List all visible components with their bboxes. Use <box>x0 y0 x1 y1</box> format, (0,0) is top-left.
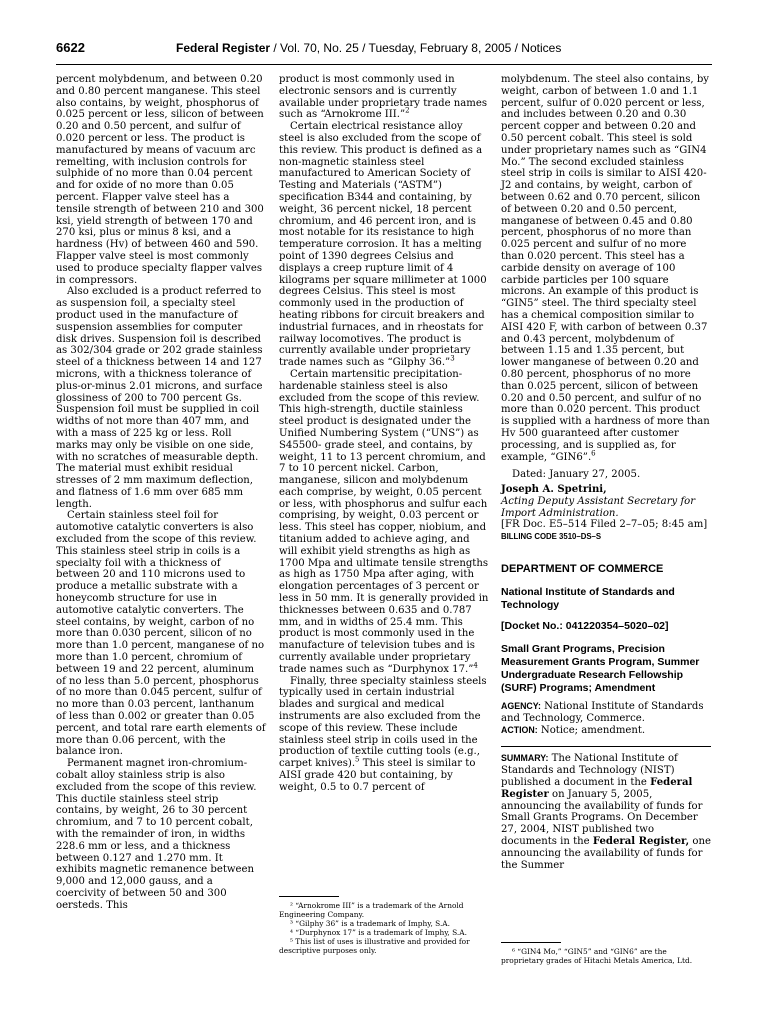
text-run: Finally, three specialty stainless steels typically used in certain industrial blades and surgical and medical instruments are also excluded from the scope of this review. These include stainless steel strip in coils used in the production of textile cutting tools (e.g., carpet knives). <box>279 675 487 770</box>
text-run: molybdenum. The steel also contains, by weight, carbon of between 1.0 and 1.1 percent, sulfur of 0.020 percent or less, and includes between 0.20 and 0.30 percent copper and between 0.20 and 0.50 percent cobalt. This steel is sold under proprietary names such as “GIN4 Mo.” The second excluded stainless steel strip in coils is similar to AISI 420-J2 and contains, by weight, carbon of between 0.62 and 0.70 percent, silicon of between 0.20 and 0.50 percent, manganese of between 0.45 and 0.80 percent, phosphorus of no more than 0.025 percent and sulfur of no more than 0.020 percent. This steel has a carbide density on average of 100 carbide particles per 100 square microns. An example of this product is “GIN5” steel. The third specialty steel has a chemical composition similar to AISI 420 F, with carbon of between 0.37 and 0.43 percent, molybdenum of between 1.15 and 1.35 percent, but lower manganese of between 0.20 and 0.80 percent, phosphorus of no more than 0.025 percent, silicon of between 0.20 and 0.50 percent, and sulfur of no more than 0.020 percent. This product is supplied with a hardness of more than Hv 500 guaranteed after customer processing, and is supplied as, for example, “GIN6”. <box>501 74 710 463</box>
text-run: Certain electrical resistance alloy steel is also excluded from the scope of this review. This product is defined as a non-magnetic stainless steel manufactured to American Society of Testing and Materials (“ASTM”) specification B344 and containing, by weight, 36 percent nickel, 18 percent chromium, and 46 percent iron, and is most notable for its resistance to high temperature corrosion. It has a melting point of 1390 degrees Celsius and displays a creep rupture limit of 4 kilograms per square millimeter at 1000 degrees Celsius. This steel is most commonly used in the production of heating ribbons for circuit breakers and industrial furnaces, and in rheostats for railway locomotives. The product is currently available under proprietary trade names such as “Gilphy 36.” <box>279 121 487 369</box>
footnote-ref: 5 <box>355 755 360 764</box>
footnote-ref: 4 <box>473 661 478 670</box>
action-text: Notice; amendment. <box>537 724 646 736</box>
column-3 <box>501 74 711 965</box>
action-line <box>501 725 711 737</box>
paragraph <box>501 74 711 463</box>
footnote: ⁴ “Durphynox 17” is a trademark of Imphy, S.A. <box>290 928 467 937</box>
paragraph: Permanent magnet iron-chromium-cobalt alloy stainless strip is also excluded from the scope of this review. This ductile stainless steel strip contains, by weight, 26 to 30 percent chromium, and 7 to 10 percent cobalt, with the remainder of iron, in widths 228.6 mm or less, and a thickness between 0.127 and 1.270 mm. It exhibits magnetic remanence between 9,000 and 12,000 gauss, and a coercivity of between 50 and 300 oersteds. This <box>56 758 257 911</box>
footnote: ² “Arnokrome III” is a trademark of the Arnold Engineering Company. <box>279 901 464 919</box>
footnote: ⁵ This list of uses is illustrative and provided for descriptive purposes only. <box>279 937 470 955</box>
text-run: The National Institute of Standards and Technology (NIST) published a document in the <box>501 753 678 789</box>
page-header <box>56 40 712 60</box>
signer-name: Joseph A. Spetrini, <box>501 484 607 496</box>
text-run: one announcing the availability of funds for the Summer <box>501 836 711 871</box>
footnote-ref: 2 <box>405 107 410 116</box>
text-run: product is most commonly used in electronic sensors and is currently available under proprietary trade names such as “Arnokrome III.” <box>279 74 488 121</box>
column-1 <box>56 74 266 912</box>
footnote-rule <box>501 942 561 943</box>
issue-info: / Vol. 70, No. 25 / Tuesday, February 8, 2005 / Notices <box>270 41 562 55</box>
agency-heading: National Institute of Standards and Technology <box>501 586 675 612</box>
masthead <box>176 41 561 55</box>
footnotes <box>501 934 711 965</box>
action-label: ACTION: <box>501 724 538 735</box>
paragraph <box>279 74 489 121</box>
billing-code: BILLING CODE 3510–DS–S <box>501 532 602 542</box>
agency-line <box>501 701 711 725</box>
text-run: Federal Register, <box>592 836 690 848</box>
agency-text: National Institute of Standards and Technology, Commerce. <box>501 701 704 724</box>
notice-subject: Small Grant Programs, Precision Measurement Grants Program, Summer Undergraduate Research Fellowship (SURF) Programs; Amendment <box>501 643 700 695</box>
footnote-ref: 3 <box>450 354 455 363</box>
signer-title: Acting Deputy Assistant Secretary for Import Administration. <box>501 495 696 519</box>
footnotes <box>279 888 489 955</box>
page-number: 6622 <box>56 40 85 55</box>
paragraph: percent molybdenum, and between 0.20 and 0.80 percent manganese. This steel also contains, by weight, phosphorus of 0.025 percent or less, silicon of between 0.20 and 0.50 percent, and sulfur of 0.020 percent or less. The product is manufactured by means of vacuum arc remelting, with inclusion controls for sulphide of no more than 0.04 percent and for oxide of no more than 0.05 percent. Flapper valve steel has a tensile strength of between 210 and 300 ksi, yield strength of between 170 and 270 ksi, plus or minus 8 ksi, and a hardness (Hv) of between 460 and 590. Flapper valve steel is most commonly used to produce specialty flapper valves in compressors. <box>56 74 264 286</box>
paragraph <box>279 369 489 676</box>
fr-doc-line: [FR Doc. E5–514 Filed 2–7–05; 8:45 am] <box>501 519 708 531</box>
column-2 <box>279 74 489 955</box>
paragraph: Also excluded is a product referred to as suspension foil, a specialty steel product used in the manufacture of suspension assemblies for computer disk drives. Suspension foil is described as 302/304 grade or 202 grade stainless steel of a thickness between 14 and 127 microns, with a thickness tolerance of plus-or-minus 2.01 microns, and surface glossiness of 200 to 700 percent Gs. Suspension foil must be supplied in coil widths of not more than 407 mm, and with a mass of 225 kg or less. Roll marks may only be visible on one side, with no scratches of measurable depth. The material must exhibit residual stresses of 2 mm maximum deflection, and flatness of 1.6 mm over 685 mm length. <box>56 286 263 510</box>
footnote: ⁶ “GIN4 Mo,” “GIN5” and “GIN6” are the proprietary grades of Hitachi Metals America, Ltd. <box>501 947 693 965</box>
text-run: Federal Register <box>501 777 693 800</box>
footnote-rule <box>279 896 339 897</box>
agency-label: AGENCY: <box>501 701 541 712</box>
text-run: Certain martensitic precipitation-hardenable stainless steel is also excluded from the scope of this review. This high-strength, ductile stainless steel product is designated under the Unified Numbering System (“UNS”) as S45500- grade steel, and contains, by weight, 11 to 13 percent chromium, and 7 to 10 percent nickel. Carbon, manganese, silicon and molybdenum each comprise, by weight, 0.05 percent or less, with phosphorus and sulfur each comprising, by weight, 0.03 percent or less. This steel has copper, niobium, and titanium added to achieve aging, and will exhibit yield strengths as high as 1700 Mpa and ultimate tensile strengths as high as 1750 Mpa after aging, with elongation percentages of 3 percent or less in 50 mm. It is generally provided in thicknesses between 0.635 and 0.787 mm, and in widths of 25.4 mm. This product is most commonly used in the manufacture of television tubes and is currently available under proprietary trade names such as “Durphynox 17.” <box>279 368 489 675</box>
header-rule <box>56 64 712 65</box>
dated-line: Dated: January 27, 2005. <box>512 469 641 481</box>
journal-name: Federal Register <box>176 41 271 55</box>
summary-label: SUMMARY: <box>501 753 549 764</box>
footnote-ref: 6 <box>591 449 596 458</box>
summary-paragraph <box>501 746 711 871</box>
footnote: ³ “Gilphy 36” is a trademark of Imphy, S.A. <box>290 919 450 928</box>
docket-number: [Docket No.: 041220354–5020–02] <box>501 620 669 633</box>
department-heading: DEPARTMENT OF COMMERCE <box>501 563 664 576</box>
paragraph: Certain stainless steel foil for automotive catalytic converters is also excluded from the scope of this review. This stainless steel strip in coils is a specialty foil with a thickness of between 20 and 110 microns used to produce a metallic substrate with a honeycomb structure for use in automotive catalytic converters. The steel contains, by weight, carbon of no more than 0.030 percent, silicon of no more than 1.0 percent, manganese of no more than 1.0 percent, chromium of between 19 and 22 percent, aluminum of no less than 5.0 percent, phosphorus of no more than 0.045 percent, sulfur of no more than 0.03 percent, lanthanum of less than 0.002 or greater than 0.05 percent, and total rare earth elements of more than 0.06 percent, with the balance iron. <box>56 510 266 758</box>
text-run: on January 5, 2005, announcing the availability of funds for Small Grants Programs. On December 27, 2004, NIST published two documents in the <box>501 788 703 848</box>
text-run: This steel is similar to AISI grade 420 but containing, by weight, 0.5 to 0.7 percent of <box>279 758 476 793</box>
paragraph <box>279 121 489 369</box>
paragraph <box>279 676 489 794</box>
